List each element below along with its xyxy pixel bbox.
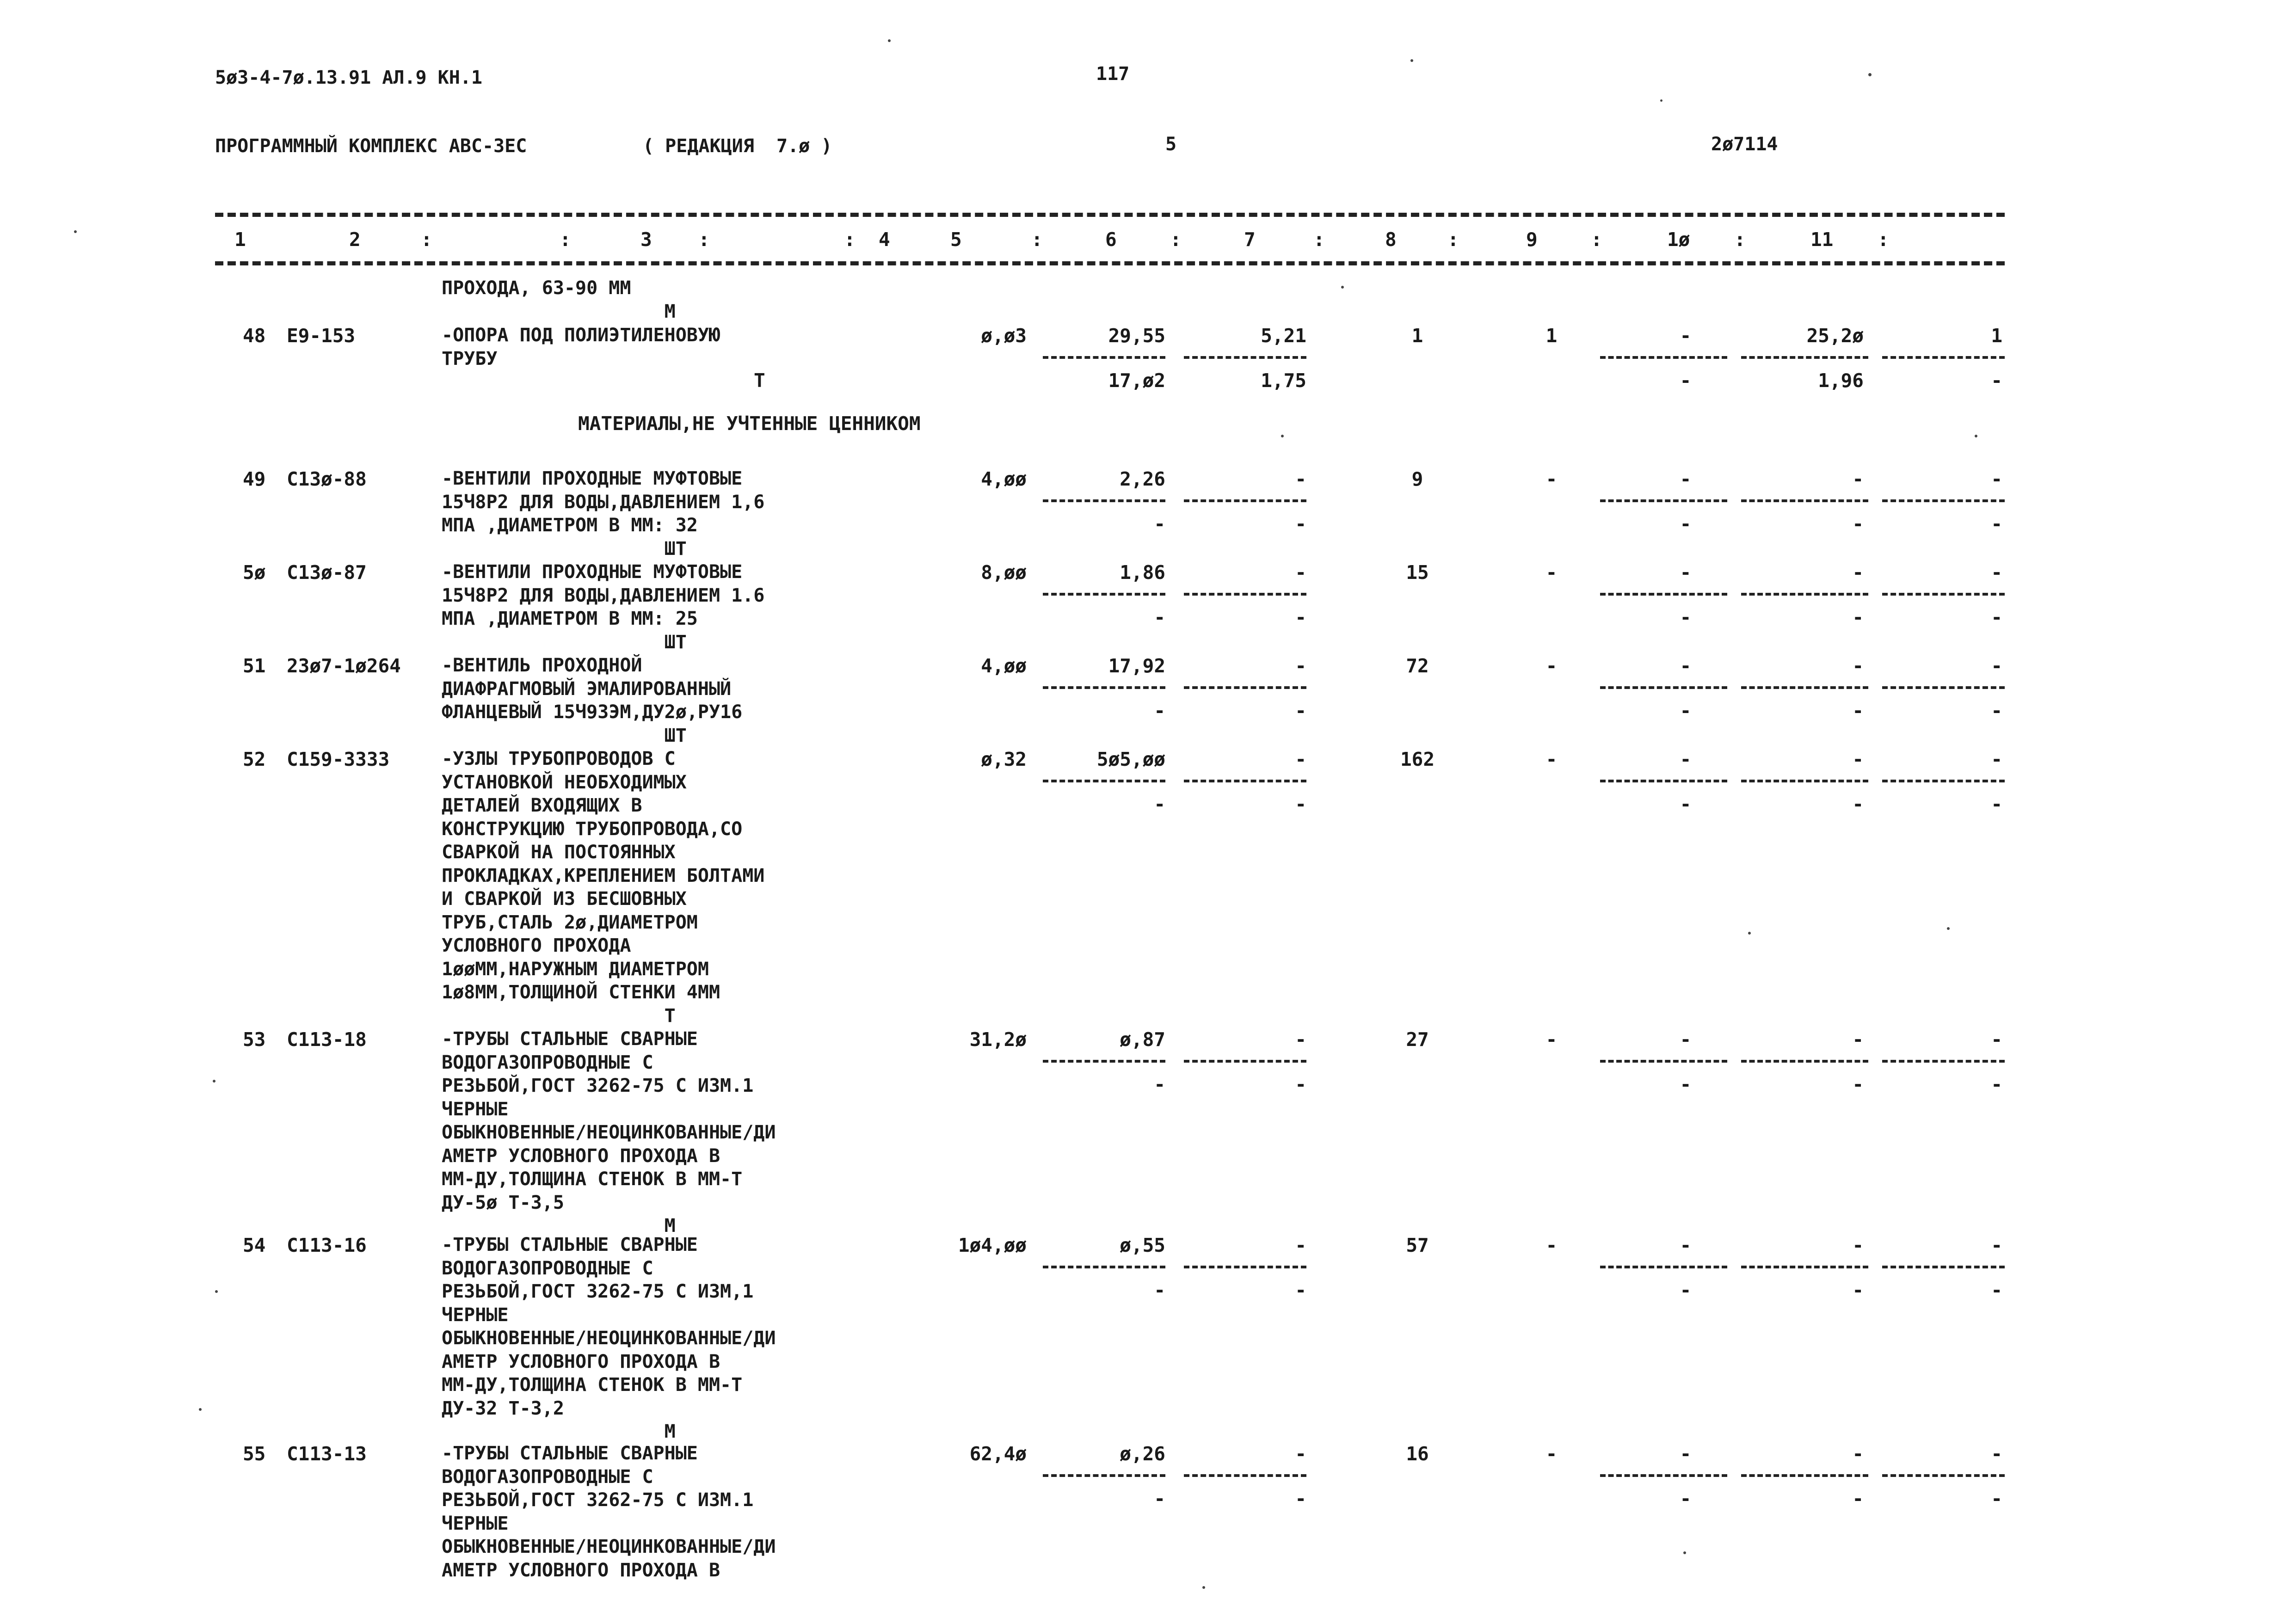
row-unit: Т bbox=[754, 369, 765, 392]
cell-machines: - bbox=[1295, 1443, 1306, 1465]
cell-col-11-lower: - bbox=[1991, 1073, 2002, 1095]
cell-col-11-lower: - bbox=[1991, 1488, 2002, 1510]
value-divider bbox=[1184, 780, 1306, 782]
value-divider bbox=[1043, 499, 1165, 502]
column-header-4: 4 bbox=[879, 228, 890, 251]
cell-col-10: 25,2ø bbox=[1806, 325, 1864, 347]
cell-col-10-lower: - bbox=[1852, 1279, 1864, 1301]
value-divider bbox=[1043, 1474, 1165, 1477]
cell-machines-wage: - bbox=[1295, 606, 1306, 628]
value-divider bbox=[1741, 1266, 1868, 1268]
row-number: 51 bbox=[243, 655, 266, 677]
scan-speck bbox=[1410, 59, 1413, 62]
cell-labour: - bbox=[1545, 1443, 1558, 1465]
value-divider bbox=[1741, 499, 1868, 502]
cell-price-wage: 17,ø2 bbox=[1108, 369, 1165, 392]
column-separator: : bbox=[1031, 228, 1043, 251]
cell-price-wage: - bbox=[1154, 1073, 1165, 1095]
column-separator: : bbox=[844, 228, 856, 251]
row-description: -УЗЛЫ ТРУБОПРОВОДОВ С УСТАНОВКОЙ НЕОБХОДИМЫХ ДЕТАЛЕЙ ВХОДЯЩИХ В КОНСТРУКЦИЮ ТРУБОПРОВОДА,СО СВАРКОЙ НА ПОСТОЯННЫХ ПРОКЛАДКАХ,КРЕПЛЕНИЕМ БОЛТАМИ И СВАРКОЙ ИЗ БЕСШОВНЫХ ТРУБ,СТАЛЬ 2ø,ДИАМЕТРОМ УСЛОВНОГО ПРОХОДА 1øøММ,НАРУЖНЫМ ДИАМЕТРОМ 1ø8ММ,ТОЛЩИНОЙ СТЕНКИ 4ММ Т bbox=[442, 748, 765, 1027]
scan-speck bbox=[1975, 435, 1977, 437]
cell-labour: - bbox=[1545, 1234, 1558, 1256]
row-code: С13ø-87 bbox=[287, 561, 367, 584]
row-number: 48 bbox=[243, 325, 266, 347]
cell-col-9: - bbox=[1680, 1028, 1692, 1051]
value-divider bbox=[1741, 780, 1868, 782]
cell-price-wage: - bbox=[1154, 1279, 1165, 1301]
cell-col-10: - bbox=[1852, 748, 1864, 770]
scan-speck bbox=[888, 39, 891, 42]
cell-price-wage: - bbox=[1154, 700, 1165, 722]
column-header-1: 1 bbox=[234, 228, 246, 251]
cell-quantity: ø,ø3 bbox=[981, 325, 1027, 347]
scan-speck bbox=[1683, 1551, 1686, 1554]
cell-machines: - bbox=[1295, 1234, 1306, 1256]
cell-quantity: 62,4ø bbox=[969, 1443, 1027, 1465]
cell-col-9-lower: - bbox=[1680, 1073, 1692, 1095]
row-description: -ТРУБЫ СТАЛЬНЫЕ СВАРНЫЕ ВОДОГАЗОПРОВОДНЫЕ С РЕЗЬБОЙ,ГОСТ 3262-75 С ИЗМ.1 ЧЕРНЫЕ ОБЫКНОВЕННЫЕ/НЕОЦИНКОВАННЫЕ/ДИ АМЕТР УСЛОВНОГО ПРОХОДА В bbox=[442, 1443, 776, 1581]
cell-cost-total: 9 bbox=[1411, 468, 1423, 490]
value-divider bbox=[1043, 686, 1165, 689]
cell-price-total: ø,26 bbox=[1120, 1443, 1165, 1465]
value-divider bbox=[1043, 356, 1165, 359]
value-divider bbox=[1043, 1060, 1165, 1063]
cell-col-10: - bbox=[1852, 1028, 1864, 1051]
column-separator: : bbox=[1734, 228, 1746, 251]
column-separator: : bbox=[1591, 228, 1602, 251]
column-separator: : bbox=[421, 228, 432, 251]
value-divider bbox=[1600, 1266, 1727, 1268]
cell-col-10-lower: - bbox=[1852, 513, 1864, 535]
value-divider bbox=[1184, 1266, 1306, 1268]
program-title: ПРОГРАММНЫЙ КОМПЛЕКС АВС-3ЕС bbox=[215, 135, 527, 157]
cell-price-wage: - bbox=[1154, 513, 1165, 535]
cell-machines: - bbox=[1295, 655, 1306, 677]
cell-col-9: - bbox=[1680, 748, 1692, 770]
column-header-7: 7 bbox=[1244, 228, 1256, 251]
value-divider bbox=[1882, 1474, 2005, 1477]
cell-machines: - bbox=[1295, 561, 1306, 584]
value-divider bbox=[1184, 499, 1306, 502]
column-header-10: 1ø bbox=[1667, 228, 1690, 251]
value-divider bbox=[1882, 686, 2005, 689]
scan-speck bbox=[1947, 927, 1950, 930]
cell-col-11-lower: - bbox=[1991, 606, 2002, 628]
cell-col-11-lower: - bbox=[1991, 793, 2002, 815]
header-top-rule bbox=[215, 213, 2005, 217]
cell-labour: - bbox=[1545, 655, 1558, 677]
value-divider bbox=[1600, 780, 1727, 782]
value-divider bbox=[1184, 1474, 1306, 1477]
value-divider bbox=[1043, 780, 1165, 782]
cell-labour: - bbox=[1545, 468, 1558, 490]
row-code: С113-16 bbox=[287, 1234, 367, 1256]
scan-speck bbox=[1748, 932, 1751, 935]
page-number: 117 bbox=[1096, 63, 1130, 85]
value-divider bbox=[1184, 686, 1306, 689]
cell-col-11: 1 bbox=[1991, 325, 2002, 347]
cell-col-9-lower: - bbox=[1680, 793, 1692, 815]
value-divider bbox=[1741, 1474, 1868, 1477]
cell-machines-wage: - bbox=[1295, 513, 1306, 535]
row-description: -ОПОРА ПОД ПОЛИЭТИЛЕНОВУЮ ТРУБУ bbox=[442, 325, 720, 369]
scan-speck bbox=[1868, 73, 1872, 76]
value-divider bbox=[1741, 1060, 1868, 1063]
cell-col-9: - bbox=[1680, 655, 1692, 677]
value-divider bbox=[1882, 499, 2005, 502]
scan-speck bbox=[1341, 286, 1344, 289]
value-divider bbox=[1600, 499, 1727, 502]
value-divider bbox=[1184, 593, 1306, 596]
cell-col-9-lower: - bbox=[1680, 369, 1692, 392]
cell-col-10-lower: - bbox=[1852, 1488, 1864, 1510]
row-description: ПРОХОДА, 63-90 ММ М bbox=[442, 277, 676, 322]
cell-machines: - bbox=[1295, 1028, 1306, 1051]
value-divider bbox=[1882, 593, 2005, 596]
scan-speck bbox=[213, 1080, 216, 1083]
row-number: 52 bbox=[243, 748, 266, 770]
cell-col-10-lower: - bbox=[1852, 606, 1864, 628]
column-separator: : bbox=[1313, 228, 1325, 251]
scan-speck bbox=[215, 1290, 218, 1293]
cell-price-total: ø,87 bbox=[1120, 1028, 1165, 1051]
cell-price-total: 2,26 bbox=[1120, 468, 1165, 490]
doc-code: 5ø3-4-7ø.13.91 АЛ.9 КН.1 bbox=[215, 67, 482, 88]
row-code: Е9-153 bbox=[287, 325, 356, 347]
cell-machines: 5,21 bbox=[1261, 325, 1306, 347]
row-code: С159-3333 bbox=[287, 748, 390, 770]
value-divider bbox=[1741, 686, 1868, 689]
value-divider bbox=[1600, 593, 1727, 596]
edition-label: ( РЕДАКЦИЯ 7.ø ) bbox=[643, 135, 832, 157]
cell-col-10: - bbox=[1852, 1234, 1864, 1256]
value-divider bbox=[1184, 356, 1306, 359]
cell-price-wage: - bbox=[1154, 793, 1165, 815]
cell-col-10-lower: - bbox=[1852, 1073, 1864, 1095]
cell-cost-total: 16 bbox=[1406, 1443, 1429, 1465]
cell-machines-wage: - bbox=[1295, 1488, 1306, 1510]
cell-col-11-lower: - bbox=[1991, 700, 2002, 722]
cell-col-11-lower: - bbox=[1991, 369, 2002, 392]
cell-machines: - bbox=[1295, 748, 1306, 770]
cell-col-10-lower: - bbox=[1852, 700, 1864, 722]
cell-quantity: 1ø4,øø bbox=[958, 1234, 1027, 1256]
cell-price-wage: - bbox=[1154, 606, 1165, 628]
row-code: С113-18 bbox=[287, 1028, 367, 1051]
cell-quantity: 4,øø bbox=[981, 655, 1027, 677]
cell-col-10: - bbox=[1852, 655, 1864, 677]
scan-speck bbox=[199, 1408, 202, 1411]
value-divider bbox=[1882, 356, 2005, 359]
cell-col-11: - bbox=[1991, 1234, 2002, 1256]
cell-col-9-lower: - bbox=[1680, 1279, 1692, 1301]
cell-cost-total: 1 bbox=[1411, 325, 1423, 347]
column-header-2: 2 bbox=[349, 228, 361, 251]
row-number: 55 bbox=[243, 1443, 266, 1465]
scan-speck bbox=[1281, 435, 1284, 437]
cell-machines-wage: - bbox=[1295, 793, 1306, 815]
column-header-6: 6 bbox=[1105, 228, 1117, 251]
cell-labour: 1 bbox=[1545, 325, 1558, 347]
cell-cost-total: 27 bbox=[1406, 1028, 1429, 1051]
row-description: -ТРУБЫ СТАЛЬНЫЕ СВАРНЫЕ ВОДОГАЗОПРОВОДНЫЕ С РЕЗЬБОЙ,ГОСТ 3262-75 С ИЗМ,1 ЧЕРНЫЕ ОБЫКНОВЕННЫЕ/НЕОЦИНКОВАННЫЕ/ДИ АМЕТР УСЛОВНОГО ПРОХОДА В ММ-ДУ,ТОЛЩИНА СТЕНОК В ММ-Т ДУ-32 Т-3,2 М bbox=[442, 1234, 776, 1442]
cell-col-9-lower: - bbox=[1680, 700, 1692, 722]
cell-col-9: - bbox=[1680, 561, 1692, 584]
cell-machines-wage: - bbox=[1295, 700, 1306, 722]
value-divider bbox=[1184, 1060, 1306, 1063]
cell-col-10-lower: - bbox=[1852, 793, 1864, 815]
value-divider bbox=[1882, 1266, 2005, 1268]
value-divider bbox=[1882, 780, 2005, 782]
cell-col-9: - bbox=[1680, 1443, 1692, 1465]
cell-col-10: - bbox=[1852, 1443, 1864, 1465]
column-separator: : bbox=[1170, 228, 1182, 251]
column-separator: : bbox=[698, 228, 710, 251]
value-divider bbox=[1882, 1060, 2005, 1063]
cell-price-total: 5ø5,øø bbox=[1096, 748, 1165, 770]
cell-machines-wage: - bbox=[1295, 1279, 1306, 1301]
value-divider bbox=[1600, 1060, 1727, 1063]
cell-machines: - bbox=[1295, 468, 1306, 490]
column-header-11: 11 bbox=[1810, 228, 1834, 251]
cell-quantity: ø,32 bbox=[981, 748, 1027, 770]
column-header-9: 9 bbox=[1526, 228, 1538, 251]
cell-col-10-lower: 1,96 bbox=[1818, 369, 1864, 392]
document-code: 2ø7114 bbox=[1711, 134, 1778, 155]
cell-quantity: 4,øø bbox=[981, 468, 1027, 490]
cell-cost-total: 72 bbox=[1406, 655, 1429, 677]
cell-col-11: - bbox=[1991, 561, 2002, 584]
cell-quantity: 31,2ø bbox=[969, 1028, 1027, 1051]
cell-col-9: - bbox=[1680, 468, 1692, 490]
row-description: -ВЕНТИЛЬ ПРОХОДНОЙ ДИАФРАГМОВЫЙ ЭМАЛИРОВАННЫЙ ФЛАНЦЕВЫЙ 15Ч93ЭМ,ДУ2ø,РУ16 ШТ bbox=[442, 655, 743, 746]
column-separator: : bbox=[560, 228, 571, 251]
row-number: 5ø bbox=[243, 561, 266, 584]
scan-speck bbox=[74, 230, 77, 233]
cell-labour: - bbox=[1545, 561, 1558, 584]
cell-col-11: - bbox=[1991, 1028, 2002, 1051]
cell-price-total: ø,55 bbox=[1120, 1234, 1165, 1256]
cell-cost-total: 162 bbox=[1400, 748, 1435, 770]
value-divider bbox=[1600, 356, 1727, 359]
row-description: -ТРУБЫ СТАЛЬНЫЕ СВАРНЫЕ ВОДОГАЗОПРОВОДНЫЕ С РЕЗЬБОЙ,ГОСТ 3262-75 С ИЗМ.1 ЧЕРНЫЕ ОБЫКНОВЕННЫЕ/НЕОЦИНКОВАННЫЕ/ДИ АМЕТР УСЛОВНОГО ПРОХОДА В ММ-ДУ,ТОЛЩИНА СТЕНОК В ММ-Т ДУ-5ø Т-3,5 М bbox=[442, 1028, 776, 1236]
cell-col-9-lower: - bbox=[1680, 513, 1692, 535]
cell-col-10: - bbox=[1852, 468, 1864, 490]
row-number: 54 bbox=[243, 1234, 266, 1256]
value-divider bbox=[1600, 686, 1727, 689]
row-code: С13ø-88 bbox=[287, 468, 367, 490]
row-description: -ВЕНТИЛИ ПРОХОДНЫЕ МУФТОВЫЕ 15Ч8Р2 ДЛЯ ВОДЫ,ДАВЛЕНИЕМ 1,6 МПА ,ДИАМЕТРОМ В ММ: 32 ШТ bbox=[442, 468, 765, 560]
scan-speck bbox=[1202, 1586, 1205, 1589]
row-code: С113-13 bbox=[287, 1443, 367, 1465]
cell-price-total: 29,55 bbox=[1108, 325, 1165, 347]
value-divider bbox=[1043, 1266, 1165, 1268]
cell-col-9-lower: - bbox=[1680, 1488, 1692, 1510]
column-separator: : bbox=[1447, 228, 1459, 251]
cell-machines-wage: - bbox=[1295, 1073, 1306, 1095]
sheet-number: 5 bbox=[1165, 134, 1177, 155]
column-header-3: 3 bbox=[640, 228, 652, 251]
cell-machines-wage: 1,75 bbox=[1261, 369, 1306, 392]
value-divider bbox=[1741, 593, 1868, 596]
value-divider bbox=[1600, 1474, 1727, 1477]
cell-col-9: - bbox=[1680, 325, 1692, 347]
cell-labour: - bbox=[1545, 748, 1558, 770]
section-title: МАТЕРИАЛЫ,НЕ УЧТЕННЫЕ ЦЕННИКОМ bbox=[578, 412, 921, 435]
value-divider bbox=[1043, 593, 1165, 596]
scan-speck bbox=[1660, 99, 1662, 102]
column-header-8: 8 bbox=[1385, 228, 1397, 251]
value-divider bbox=[1741, 356, 1868, 359]
row-code: 23ø7-1ø264 bbox=[287, 655, 401, 677]
column-header-5: 5 bbox=[950, 228, 962, 251]
cell-col-9: - bbox=[1680, 1234, 1692, 1256]
cell-quantity: 8,øø bbox=[981, 561, 1027, 584]
cell-col-10: - bbox=[1852, 561, 1864, 584]
row-number: 53 bbox=[243, 1028, 266, 1051]
cell-col-9-lower: - bbox=[1680, 606, 1692, 628]
cell-price-total: 1,86 bbox=[1120, 561, 1165, 584]
row-number: 49 bbox=[243, 468, 266, 490]
cell-cost-total: 15 bbox=[1406, 561, 1429, 584]
cell-price-wage: - bbox=[1154, 1488, 1165, 1510]
cell-labour: - bbox=[1545, 1028, 1558, 1051]
row-description: -ВЕНТИЛИ ПРОХОДНЫЕ МУФТОВЫЕ 15Ч8Р2 ДЛЯ ВОДЫ,ДАВЛЕНИЕМ 1.6 МПА ,ДИАМЕТРОМ В ММ: 25 ШТ bbox=[442, 561, 765, 653]
column-separator: : bbox=[1878, 228, 1889, 251]
cell-col-11: - bbox=[1991, 1443, 2002, 1465]
header-bottom-rule bbox=[215, 261, 2005, 265]
cell-col-11-lower: - bbox=[1991, 1279, 2002, 1301]
cell-col-11-lower: - bbox=[1991, 513, 2002, 535]
cell-col-11: - bbox=[1991, 655, 2002, 677]
cell-price-total: 17,92 bbox=[1108, 655, 1165, 677]
cell-cost-total: 57 bbox=[1406, 1234, 1429, 1256]
cell-col-11: - bbox=[1991, 468, 2002, 490]
cell-col-11: - bbox=[1991, 748, 2002, 770]
